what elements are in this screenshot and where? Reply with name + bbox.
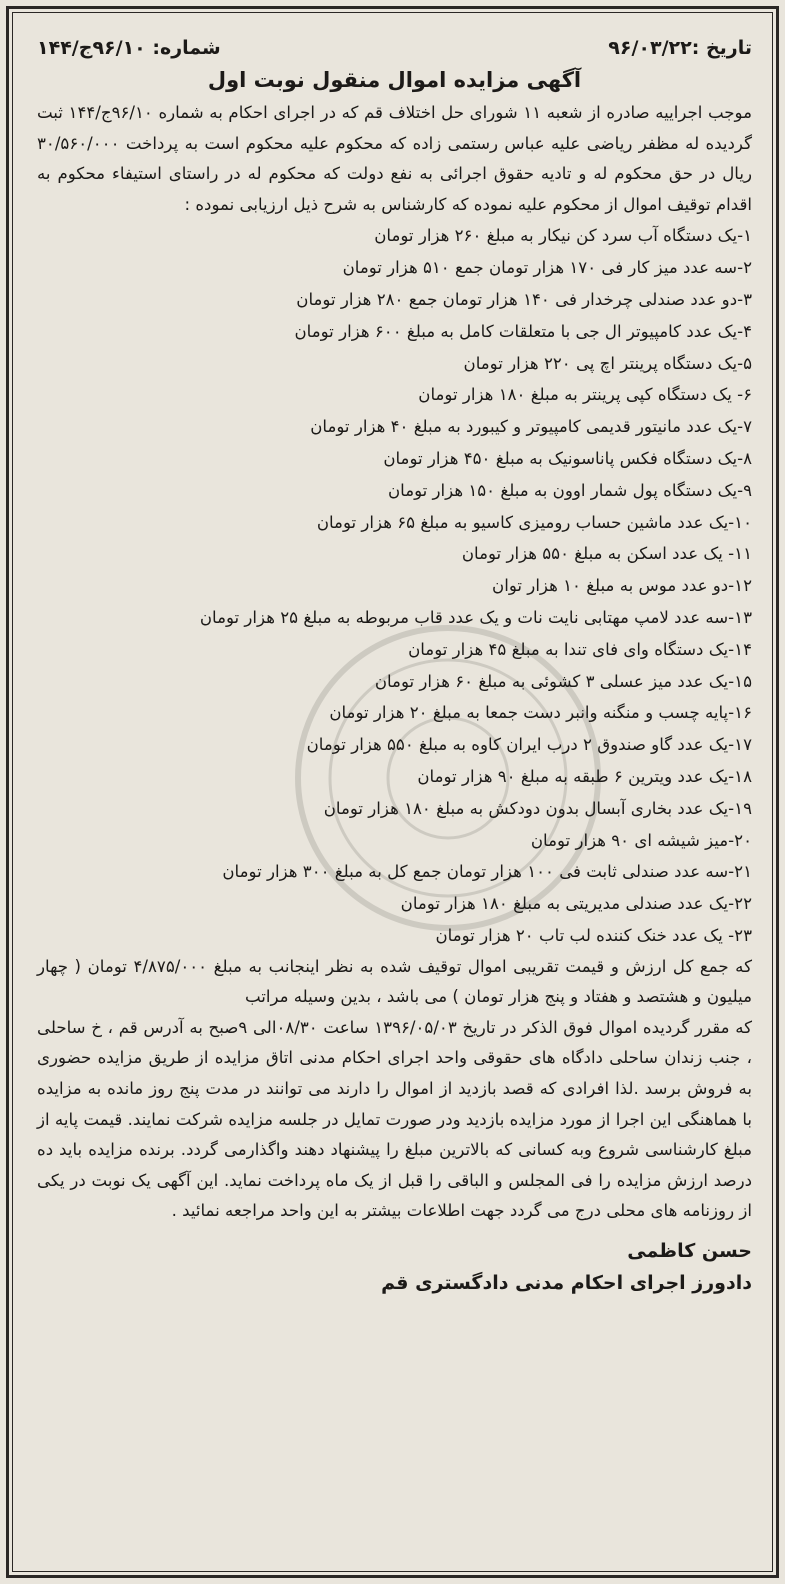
asset-item: ۱۸-یک عدد ویترین ۶ طبقه به مبلغ ۹۰ هزار تومان <box>417 766 752 786</box>
inner-border <box>12 12 773 1572</box>
asset-item: ۱۵-یک عدد میز عسلی ۳ کشوئی به مبلغ ۶۰ هزار تومان <box>374 671 752 691</box>
outer-border <box>6 6 779 1578</box>
asset-item: ۲۰-میز شیشه ای ۹۰ هزار تومان <box>530 830 752 850</box>
notice-title: آگهی مزایده اموال منقول نوبت اول <box>207 68 582 92</box>
total-paragraph: که جمع کل ارزش و قیمت تقریبی اموال توقیف شده به نظر اینجانب به مبلغ ۴/۸۷۵/۰۰۰ تومان ( چهار میلیون و هشتصد و هفتاد و پنج هزار تومان ) می باشد ، بدین وسیله مراتب <box>37 956 752 1007</box>
asset-item: ۱۷-یک عدد گاو صندوق ۲ درب ایران کاوه به مبلغ ۵۵۰ هزار تومان <box>306 735 752 755</box>
asset-item: ۱۴-یک دستگاه وای فای تندا به مبلغ ۴۵ هزار تومان <box>408 639 752 659</box>
asset-item: ۹-یک دستگاه پول شمار اوون به مبلغ ۱۵۰ هزار تومان <box>387 480 752 500</box>
asset-item: ۱۱- یک عدد اسکن به مبلغ ۵۵۰ هزار تومان <box>461 544 752 564</box>
header-row <box>37 33 752 63</box>
asset-item: ۴-یک عدد کامپیوتر ال جی با متعلقات کامل به مبلغ ۶۰۰ هزار تومان <box>294 321 752 341</box>
asset-item: ۱۹-یک عدد بخاری آبسال بدون دودکش به مبلغ ۱۸۰ هزار تومان <box>323 798 752 818</box>
asset-item: ۵-یک دستگاه پرینتر اچ پی ۲۲۰ هزار تومان <box>463 353 752 373</box>
asset-item: ۱۲-دو عدد موس به مبلغ ۱۰ هزار توان <box>492 576 752 596</box>
asset-item: ۱-یک دستگاه آب سرد کن نیکار به مبلغ ۲۶۰ هزار تومان <box>374 226 752 246</box>
document-number: شماره: ۹۶/۱۰ج/۱۴۴ <box>37 37 221 59</box>
asset-item: ۲۳- یک عدد خنک کننده لب تاب ۲۰ هزار تومان <box>435 925 752 945</box>
asset-item: ۱۰-یک عدد ماشین حساب رومیزی کاسیو به مبلغ ۶۵ هزار تومان <box>316 512 752 532</box>
asset-item: ۲۲-یک عدد صندلی مدیریتی به مبلغ ۱۸۰ هزار تومان <box>400 894 752 914</box>
auction-details-paragraph: که مقرر گردیده اموال فوق الذکر در تاریخ ۱۳۹۶/۰۵/۰۳ ساعت ۰۸/۳۰الی ۹صبح به آدرس قم ، خ ساحلی ، جنب زندان ساحلی دادگاه های حقوقی واحد اجرای احکام مدنی اتاق مزایده از طریق مزایده حضوری به فروش برسد .لذا افرادی که قصد بازدید از اموال را دارند می توانند در مدت پنج روز مانده به مزایده با هماهنگی این اجرا از مورد مزایده بازدید ودر صورت تمایل در جلسه مزایده شرکت نمایند. قیمت پایه از مبلغ کارشناسی شروع وبه کسانی که بالاترین مبلغ را پیشنهاد دهند واگذارمی گردد. برنده مزایده باید ده درصد ارزش مزایده را فی المجلس و الباقی را قبل از یک ماه پرداخت نماید. این آگهی یک نوبت در یکی از روزنامه های محلی درج می گردد جهت اطلاعات بیشتر به این واحد مراجعه نمائید . <box>37 1017 752 1221</box>
asset-item: ۳-دو عدد صندلی چرخدار فی ۱۴۰ هزار تومان جمع ۲۸۰ هزار تومان <box>296 289 752 309</box>
asset-item: ۲-سه عدد میز کار فی ۱۷۰ هزار تومان جمع ۵۱۰ هزار تومان <box>342 258 752 278</box>
asset-item: ۱۳-سه عدد لامپ مهتابی نایت نات و یک عدد قاب مربوطه به مبلغ ۲۵ هزار تومان <box>199 607 752 627</box>
asset-item: ۸-یک دستگاه فکس پاناسونیک به مبلغ ۴۵۰ هزار تومان <box>383 448 752 468</box>
intro-paragraph: موجب اجراییه صادره از شعبه ۱۱ شورای حل اختلاف قم که در اجرای احکام به شماره ۹۶/۱۰ج/۱۴۴ ثبت گردیده له مظفر ریاضی علیه عباس رستمی زاده که محکوم علیه محکوم است به پرداخت ۳۰/۵۶۰/۰۰۰ ریال در حق محکوم له و تادیه حقوق اجرائی به نفع دولت که محکوم له در راستای استیفاء محکوم به اقدام توقیف اموال از محکوم علیه نموده که کارشناس به شرح ذیل ارزیابی نموده : <box>37 103 752 214</box>
asset-item: ۱۶-پایه چسب و منگنه وانبر دست جمعا به مبلغ ۲۰ هزار تومان <box>329 703 752 723</box>
signer-name: حسن کاظمی <box>627 1240 752 1263</box>
asset-item: ۲۱-سه عدد صندلی ثابت فی ۱۰۰ هزار تومان جمع کل به مبلغ ۳۰۰ هزار تومان <box>222 862 752 882</box>
asset-list <box>37 220 752 951</box>
document-date: تاریخ :۹۶/۰۳/۲۲ <box>608 37 752 59</box>
signer-role: دادورز اجرای احکام مدنی دادگستری قم <box>381 1272 752 1295</box>
asset-item: ۶- یک دستگاه کپی پرینتر به مبلغ ۱۸۰ هزار تومان <box>418 385 752 405</box>
asset-item: ۷-یک عدد مانیتور قدیمی کامپیوتر و کیبورد به مبلغ ۴۰ هزار تومان <box>310 417 752 437</box>
